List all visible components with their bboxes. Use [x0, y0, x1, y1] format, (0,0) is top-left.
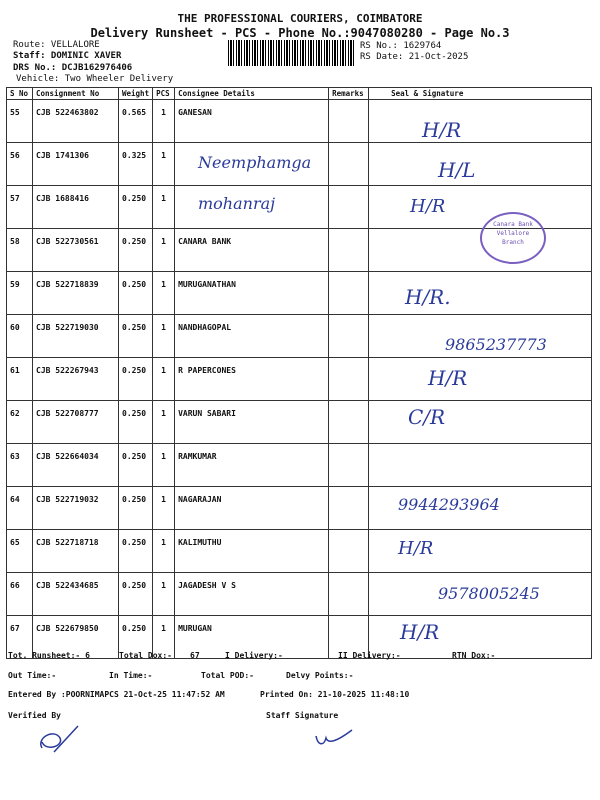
row-pcs: 1 [153, 229, 175, 272]
row-sno: 66 [7, 573, 33, 616]
row-weight: 0.250 [119, 487, 153, 530]
row-consignment-no: CJB 522434685 [33, 573, 119, 616]
handwriting-r56-sig: H/L [438, 158, 476, 182]
row-weight: 0.325 [119, 143, 153, 186]
row-consignee: CANARA BANK [175, 229, 329, 272]
row-consignee: MURUGANATHAN [175, 272, 329, 315]
verifier-signature [34, 722, 84, 756]
row-seal-signature [369, 358, 592, 401]
row-sno: 67 [7, 616, 33, 659]
row-pcs: 1 [153, 444, 175, 487]
row-pcs: 1 [153, 358, 175, 401]
row-remarks [329, 186, 369, 229]
row-remarks [329, 272, 369, 315]
rs-number: RS No.: 1629764 [360, 41, 442, 51]
row-consignee: JAGADESH V S [175, 573, 329, 616]
row-consignment-no: CJB 522708777 [33, 401, 119, 444]
row-pcs: 1 [153, 100, 175, 143]
col-consignee: Consignee Details [175, 88, 329, 100]
row-remarks [329, 401, 369, 444]
row-consignment-no: CJB 522267943 [33, 358, 119, 401]
row-remarks [329, 143, 369, 186]
row-weight: 0.250 [119, 315, 153, 358]
row-seal-signature [369, 143, 592, 186]
table-row [7, 358, 592, 401]
row-consignee: KALIMUTHU [175, 530, 329, 573]
company-name: THE PROFESSIONAL COURIERS, COIMBATORE [177, 12, 423, 25]
row-consignment-no: CJB 522718839 [33, 272, 119, 315]
table-row [7, 444, 592, 487]
handwriting-r56-name: Neemphamga [198, 153, 312, 172]
total-dox-label: Total Dox:- [119, 651, 172, 660]
row-remarks [329, 100, 369, 143]
handwriting-r66-phone: 9578005245 [438, 584, 540, 603]
col-remarks: Remarks [329, 88, 369, 100]
handwriting-r60-phone: 9865237773 [445, 335, 547, 354]
verified-by: Verified By [8, 711, 61, 720]
row-seal-signature [369, 186, 592, 229]
row-sno: 58 [7, 229, 33, 272]
row-sno: 65 [7, 530, 33, 573]
col-seal: Seal & Signature [369, 88, 592, 100]
table-row [7, 530, 592, 573]
row-sno: 59 [7, 272, 33, 315]
drs-number: DRS No.: DCJB162976406 [13, 63, 133, 73]
barcode [228, 40, 356, 66]
row-seal-signature [369, 444, 592, 487]
row-consignment-no: CJB 1688416 [33, 186, 119, 229]
col-pcs: PCS [153, 88, 175, 100]
handwriting-r57-name: mohanraj [198, 194, 276, 213]
row-pcs: 1 [153, 315, 175, 358]
out-time: Out Time:- [8, 671, 57, 680]
route: Route: VELLALORE [13, 40, 100, 50]
row-weight: 0.250 [119, 616, 153, 659]
col-sno: S No [7, 88, 33, 100]
row-sno: 55 [7, 100, 33, 143]
row-remarks [329, 315, 369, 358]
col-consignment: Consignment No [33, 88, 119, 100]
row-remarks [329, 530, 369, 573]
row-remarks [329, 487, 369, 530]
printed-on: Printed On: 21-10-2025 11:48:10 [260, 690, 410, 699]
row-pcs: 1 [153, 530, 175, 573]
row-consignment-no: CJB 522719032 [33, 487, 119, 530]
row-seal-signature [369, 272, 592, 315]
staff: Staff: DOMINIC XAVER [13, 51, 122, 61]
table-row [7, 100, 592, 143]
row-pcs: 1 [153, 186, 175, 229]
rtn-dox: RTN Dox:- [452, 651, 496, 660]
row-remarks [329, 358, 369, 401]
row-consignee: RAMKUMAR [175, 444, 329, 487]
row-sno: 61 [7, 358, 33, 401]
table-row [7, 272, 592, 315]
row-consignment-no: CJB 522679850 [33, 616, 119, 659]
row-sno: 62 [7, 401, 33, 444]
row-consignee: GANESAN [175, 100, 329, 143]
bank-seal-stamp: Canara Bank Vellalore Branch [480, 212, 546, 264]
row-weight: 0.250 [119, 573, 153, 616]
row-consignee: VARUN SABARI [175, 401, 329, 444]
handwriting-r65-sig: H/R [398, 538, 434, 559]
row-consignment-no: CJB 522730561 [33, 229, 119, 272]
tot-runsheet: Tot. Runsheet:- 6 [8, 651, 90, 660]
total-dox-value: 67 [190, 651, 200, 660]
runsheet-table [6, 87, 592, 659]
handwriting-r64-phone: 9944293964 [398, 495, 500, 514]
row-consignment-no: CJB 522664034 [33, 444, 119, 487]
table-row [7, 487, 592, 530]
row-remarks [329, 573, 369, 616]
handwriting-r62-sig: C/R [408, 405, 446, 429]
row-sno: 57 [7, 186, 33, 229]
row-pcs: 1 [153, 616, 175, 659]
row-pcs: 1 [153, 143, 175, 186]
vehicle: Vehicle: Two Wheeler Delivery [16, 74, 174, 84]
row-weight: 0.250 [119, 229, 153, 272]
table-row [7, 616, 592, 659]
ii-delivery: II Delivery:- [338, 651, 401, 660]
entered-by: Entered By :POORNIMAPCS 21-Oct-25 11:47:52 AM [8, 690, 225, 699]
handwriting-r61-sig: H/R [428, 366, 468, 390]
row-seal-signature [369, 401, 592, 444]
handwriting-r55: H/R [422, 118, 462, 142]
row-weight: 0.250 [119, 186, 153, 229]
row-pcs: 1 [153, 401, 175, 444]
row-consignment-no: CJB 522719030 [33, 315, 119, 358]
col-weight: Weight [119, 88, 153, 100]
row-seal-signature [369, 100, 592, 143]
row-consignee: MURUGAN [175, 616, 329, 659]
delvy-points: Delvy Points:- [286, 671, 354, 680]
row-weight: 0.250 [119, 530, 153, 573]
row-consignee: R PAPERCONES [175, 358, 329, 401]
staff-signature-mark [312, 724, 356, 750]
table-row [7, 401, 592, 444]
in-time: In Time:- [109, 671, 153, 680]
row-remarks [329, 444, 369, 487]
rs-date: RS Date: 21-Oct-2025 [360, 52, 469, 62]
row-pcs: 1 [153, 272, 175, 315]
row-pcs: 1 [153, 487, 175, 530]
page-number: 3 [502, 26, 510, 40]
row-remarks [329, 229, 369, 272]
i-delivery: I Delivery:- [225, 651, 283, 660]
total-pod: Total POD:- [201, 671, 254, 680]
row-sno: 64 [7, 487, 33, 530]
row-consignee: NANDHAGOPAL [175, 315, 329, 358]
row-pcs: 1 [153, 573, 175, 616]
row-sno: 56 [7, 143, 33, 186]
row-weight: 0.250 [119, 272, 153, 315]
staff-signature: Staff Signature [266, 711, 339, 720]
runsheet-title: Delivery Runsheet - PCS - Phone No.:9047080280 - Page No.3 [90, 26, 510, 40]
row-weight: 0.250 [119, 444, 153, 487]
row-sno: 63 [7, 444, 33, 487]
row-weight: 0.250 [119, 401, 153, 444]
row-consignment-no: CJB 522718718 [33, 530, 119, 573]
table-header [7, 88, 592, 100]
handwriting-r57-sig: H/R [410, 196, 446, 217]
row-sno: 60 [7, 315, 33, 358]
row-consignment-no: CJB 522463802 [33, 100, 119, 143]
row-weight: 0.565 [119, 100, 153, 143]
row-weight: 0.250 [119, 358, 153, 401]
handwriting-r67-sig: H/R [400, 620, 440, 644]
row-consignment-no: CJB 1741306 [33, 143, 119, 186]
row-consignee: NAGARAJAN [175, 487, 329, 530]
handwriting-r59-sig: H/R. [405, 285, 451, 309]
